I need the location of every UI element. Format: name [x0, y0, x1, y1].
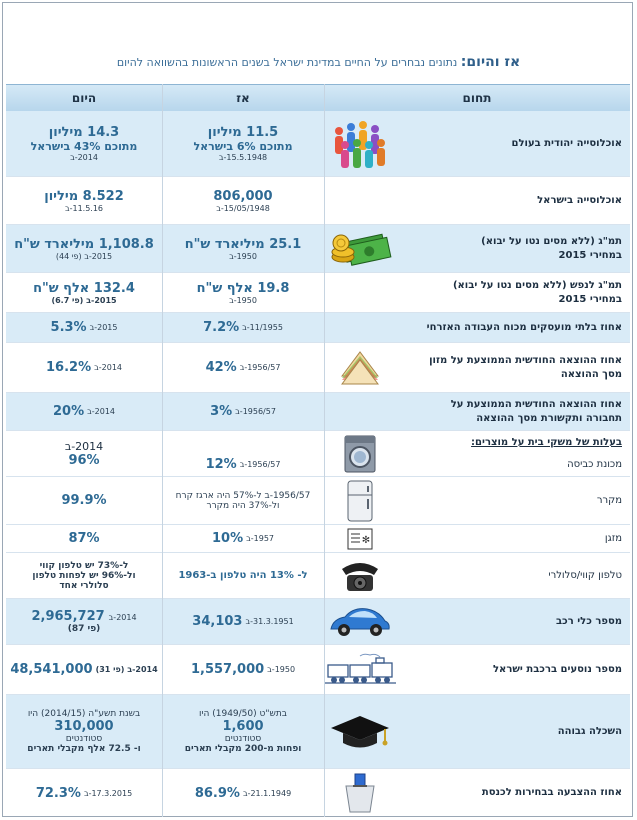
then-cell — [162, 695, 324, 768]
then-date: 31.3.1951-ב — [245, 617, 294, 626]
table-row — [6, 111, 630, 177]
now-value: 8.522 מיליון — [44, 188, 124, 204]
topic-line: במחירי 2015 — [558, 249, 622, 261]
svg-text:✻: ✻ — [361, 534, 371, 546]
table-row — [6, 553, 630, 599]
then-value: 1,600 — [222, 719, 264, 734]
then-value: 25.1 מיליארד ש"ח — [184, 236, 302, 252]
now-text: סטודנטים — [65, 734, 103, 744]
table-row — [6, 645, 630, 695]
topic-line: אחוז ההוצאה החודשית הממוצעת על — [450, 399, 622, 410]
now-text: בשנת תשע"ה (2014/15) היו — [27, 709, 141, 719]
now-cell — [6, 225, 162, 272]
then-value: 3% — [210, 404, 233, 419]
then-date: 1956/57-ב — [239, 363, 281, 372]
now-value: 16.2% — [46, 360, 92, 375]
then-value: 42% — [205, 360, 237, 375]
now-cell — [6, 599, 162, 644]
now-value: 48,541,000 — [10, 662, 93, 677]
table-row — [6, 313, 630, 343]
then-text: ל- 13% היה טלפון ב-1963 — [178, 570, 308, 581]
topic-line: מכונת כביסה — [567, 459, 622, 470]
graduation-cap-icon — [324, 695, 396, 768]
row-topic: מזגן — [604, 532, 622, 544]
then-text: ופחות מ-200 מקבלי תארים — [184, 744, 302, 754]
now-cell — [6, 313, 162, 342]
title-main: אז והיום: — [460, 54, 521, 70]
then-date: 11/1955-ב — [242, 323, 283, 332]
now-date: 11.5.16-ב — [64, 203, 104, 213]
topic-line: אחוז ההוצאה החודשית הממוצעת על מזון — [429, 355, 622, 366]
now-value: 99.9% — [61, 493, 107, 508]
car-icon — [324, 599, 396, 644]
now-note: (פי 87) — [67, 624, 101, 634]
now-cell — [6, 695, 162, 768]
row-topic — [422, 225, 622, 272]
column-divider — [162, 84, 163, 817]
table-row — [6, 225, 630, 273]
title-subtitle: נתונים נבחרים על החיים במדינת ישראל בשנים הראשונות בהשוואה להיום — [116, 56, 458, 69]
now-cell — [6, 273, 162, 312]
topic-line: תמ"ג לנפש (ללא מסים נטו על יבוא) — [452, 280, 622, 291]
ballot-box-icon — [324, 769, 396, 817]
then-date: 1956/57-ב — [239, 460, 281, 469]
then-date: 1950-ב — [229, 295, 257, 305]
table-row — [6, 177, 630, 225]
now-date: 2014-ב — [108, 613, 137, 622]
now-cell — [6, 769, 162, 817]
then-cell — [162, 343, 324, 392]
then-text: ול-37% היה מקרר — [206, 500, 280, 511]
then-value: 806,000 — [213, 188, 273, 204]
now-value: 132.4 אלף ש"ח — [33, 280, 135, 296]
refrigerator-icon — [324, 477, 396, 524]
row-topic: אחוז בלתי מועסקים מכוח העבודה האזרחי — [426, 321, 622, 333]
then-value: 12% — [205, 457, 237, 472]
then-cell — [162, 313, 324, 342]
now-date: 2015-ב (פי 6.7) — [51, 295, 117, 305]
row-topic — [422, 431, 622, 476]
then-cell — [162, 111, 324, 176]
row-topic: מספר נוסעים ברכבת ישראל — [493, 663, 622, 675]
now-cell — [6, 343, 162, 392]
now-cell — [6, 553, 162, 598]
then-cell — [162, 225, 324, 272]
row-topic: אוכלוסייה יהודית בעולם — [511, 137, 622, 149]
then-date: 1956/57-ב — [235, 407, 276, 416]
row-topic — [422, 393, 622, 430]
then-text: 1956/57-ב ל-57% היה ארגז קרח — [175, 490, 311, 501]
now-cell — [6, 111, 162, 176]
now-cell — [6, 645, 162, 694]
column-divider — [324, 84, 325, 817]
then-cell — [162, 177, 324, 224]
then-value: 7.2% — [203, 320, 240, 335]
then-cell — [162, 553, 324, 598]
then-date: 15.5.1948-ב — [218, 153, 268, 162]
then-value: 86.9% — [194, 785, 240, 801]
now-date: 2014-ב — [94, 363, 122, 372]
then-date: 1950-ב — [229, 251, 257, 261]
table-row — [6, 393, 630, 431]
now-cell — [6, 431, 162, 476]
row-topic: טלפון קווי/סלולרי — [548, 569, 622, 581]
then-date: 21.1.1949-ב — [242, 788, 292, 798]
now-value-wrap — [31, 609, 136, 624]
table-row — [6, 273, 630, 313]
then-date: 15/05/1948-ב — [216, 203, 270, 213]
table-header — [6, 84, 630, 112]
header-topic: תחום — [462, 91, 492, 105]
topic-line: תמ"ג (ללא מסים נטו על יבוא) — [481, 236, 622, 247]
topic-line: מסך ההוצאה — [560, 368, 622, 380]
now-value: 2,965,727 — [31, 609, 105, 624]
now-value: 1,108.8 מיליארד ש"ח — [14, 236, 154, 252]
now-value: 96% — [68, 452, 100, 468]
then-text: סטודנטים — [224, 734, 262, 744]
now-value: 20% — [53, 404, 85, 419]
then-cell — [162, 645, 324, 694]
now-date: 17.3.2015-ב — [83, 788, 133, 798]
topic-line: תחבורה ותקשורת מסך ההוצאה — [476, 412, 622, 424]
then-date: 1957-ב — [246, 534, 274, 543]
now-date: 2014-ב (פי 31) — [95, 665, 158, 674]
now-date: 2014-ב — [70, 153, 98, 162]
row-topic — [422, 343, 622, 392]
now-cell — [6, 477, 162, 524]
table-row — [6, 431, 630, 477]
table-row — [6, 769, 630, 817]
washing-machine-icon — [324, 431, 396, 476]
table-row — [6, 343, 630, 393]
now-text: ו- 72.5 אלף מקבלי תארים — [27, 744, 141, 754]
topic-line: במחירי 2015 — [558, 293, 622, 305]
table-row — [6, 695, 630, 769]
row-topic — [422, 273, 622, 312]
now-date: 2015-ב (פי 44) — [55, 251, 113, 261]
then-cell — [162, 393, 324, 430]
then-value: 11.5 מיליון — [207, 125, 279, 140]
telephone-icon — [324, 553, 396, 598]
now-value: 87% — [68, 531, 100, 546]
then-cell — [162, 769, 324, 817]
header-then: אז — [236, 91, 250, 105]
sandwich-icon — [324, 343, 396, 392]
then-note: מתוכם 6% בישראל — [193, 140, 293, 153]
then-value: 34,103 — [192, 614, 243, 629]
table-row — [6, 525, 630, 553]
ownership-heading: בעלות של משקי בית על מוצרים: — [471, 436, 622, 448]
then-date: 1950-ב — [267, 665, 296, 674]
now-date: 2014-ב — [64, 439, 104, 453]
now-cell — [6, 393, 162, 430]
page-title — [0, 54, 637, 78]
then-value: 10% — [212, 531, 244, 546]
row-topic: השכלה גבוהה — [557, 725, 622, 737]
now-note: מתוכם 43% בישראל — [30, 140, 138, 153]
now-value: 72.3% — [35, 785, 81, 801]
row-topic: מקרר — [596, 494, 622, 506]
now-cell — [6, 177, 162, 224]
now-value: 5.3% — [50, 320, 87, 335]
money-icon — [324, 225, 396, 272]
train-icon — [324, 645, 396, 694]
table-row — [6, 477, 630, 525]
then-value: 1,557,000 — [190, 662, 265, 677]
row-topic: אוכלוסייה בישראל — [537, 194, 622, 206]
then-cell — [162, 431, 324, 476]
now-text: ול-96% יש לפחות טלפון — [32, 570, 136, 581]
row-topic: מספר כלי רכב — [555, 615, 622, 627]
now-date: 2014-ב — [87, 407, 115, 416]
row-topic: אחוז ההצבעה בבחירות לכנסת — [481, 787, 622, 799]
now-date: 2015-ב — [89, 323, 118, 332]
header-now: היום — [71, 91, 97, 105]
table-row — [6, 599, 630, 645]
now-text: ל-73% יש טלפון קווי — [39, 560, 129, 571]
then-cell — [162, 273, 324, 312]
now-cell — [6, 525, 162, 552]
then-value: 19.8 אלף ש"ח — [196, 280, 290, 296]
now-value: 310,000 — [54, 719, 114, 734]
then-cell — [162, 525, 324, 552]
people-icon — [324, 111, 396, 176]
air-conditioner-icon — [324, 525, 396, 552]
now-value: 14.3 מיליון — [48, 125, 120, 140]
then-text: בתש"ט (1949/50) היו — [199, 709, 287, 719]
now-text: סלולרי אחד — [59, 580, 109, 591]
then-cell — [162, 477, 324, 524]
then-cell — [162, 599, 324, 644]
